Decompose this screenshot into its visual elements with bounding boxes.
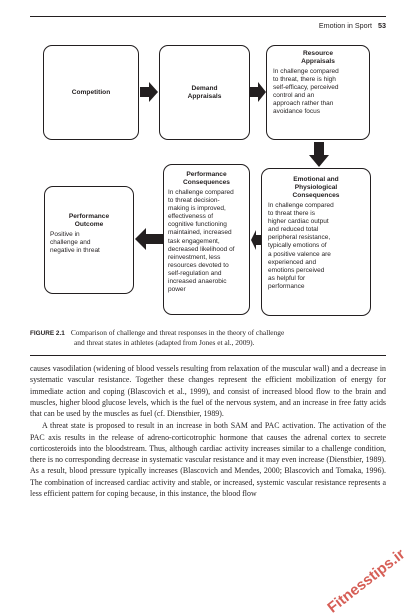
demand-appraisals-box [159, 45, 250, 140]
performance-outcome-box [44, 186, 134, 294]
performance-consequences-title: Performance Consequences [183, 171, 230, 186]
running-head-title: Emotion in Sport [318, 21, 372, 30]
emotional-physiological-title: Emotional and Physiological Consequences [292, 176, 340, 199]
caption-line-2: and threat states in athletes (adapted from Jones et al., 2009). [74, 338, 255, 347]
arrow-down-icon [309, 142, 329, 167]
paragraph-1: causes vasodilation (widening of blood vessels resulting from relaxation of the muscular wall) and a decrease in systematic vascular resistance. Together these changes represent the efficient mobilization of energy for immediate action and coping (Blascovich et al., 1999), and consist of increased blood flow to the brain and muscles, higher blood glucose levels, which is the fuel of the nervous system, and an increase in free fatty acids that can be used by the muscles as fuel (cf. Dienstbier, 1989). [30, 364, 386, 418]
body-text [30, 363, 386, 499]
caption-line-1: Comparison of challenge and threat responses in the theory of challenge [70, 328, 285, 337]
figure-label: FIGURE 2.1 [30, 330, 65, 337]
running-head [319, 21, 386, 30]
resource-appraisals-text: In challenge compared to threat, there is high self-efficacy, perceived control and an approach rather than avoidance focus [273, 68, 339, 116]
emotional-physiological-text: In challenge compared to threat there is higher cardiac output and reduced total peripheral resistance, typically emotions of a positive valence are experienced and emotions perceived as helpful for performance [268, 202, 334, 290]
watermark-logo [324, 546, 408, 616]
competition-title: Competition [71, 88, 111, 96]
demand-appraisals-title: Demand Appraisals [187, 84, 222, 100]
competition-box [43, 45, 139, 140]
arrow-left-icon [251, 230, 261, 250]
watermark-text: Fitnesstips.ir [323, 545, 408, 616]
resource-appraisals-box [266, 45, 370, 140]
arrow-right-icon [250, 82, 267, 102]
paragraph-2: A threat state is proposed to result in an increase in both SAM and PAC activation. The activation of the PAC axis results in the release of adreno-corticotrophic hormone that causes the adrenal cortex to secrete corticosteroids into the bloodstream. Thus, although cardiac activity increases similar to a challenge condition, there is no corresponding decrease in systematic vascular resistance and it may even increase (Dienstbier, 1989). As a result, blood pressure typically increases (Blascovich and Mendes, 2000; Blascovich and Tomaka, 1996). The combination of increased cardiac activity and stable, or increased, systemic vascular resistance represents a less efficient pattern for coping because, in this instance, the blood flow [30, 421, 386, 498]
resource-appraisals-title: Resource Appraisals [301, 50, 335, 65]
performance-consequences-text: In challenge compared to threat decision- making is improved, effectiveness of cognitive functioning maintained, increased task engagement, decreased likelihood of reinvestment, less resources devoted to self-regulation and increased anaerobic power [168, 189, 235, 294]
caption-rule [30, 355, 386, 356]
figure-caption [30, 328, 385, 347]
performance-consequences-box [163, 164, 250, 315]
performance-outcome-title: Performance Outcome [68, 213, 110, 228]
emotional-physiological-box [261, 168, 371, 316]
arrow-left-icon [135, 228, 163, 250]
header-rule [30, 16, 386, 17]
page-number: 53 [378, 21, 386, 30]
performance-outcome-text: Positive in challenge and negative in threat [50, 231, 100, 255]
arrow-right-icon [140, 82, 159, 102]
